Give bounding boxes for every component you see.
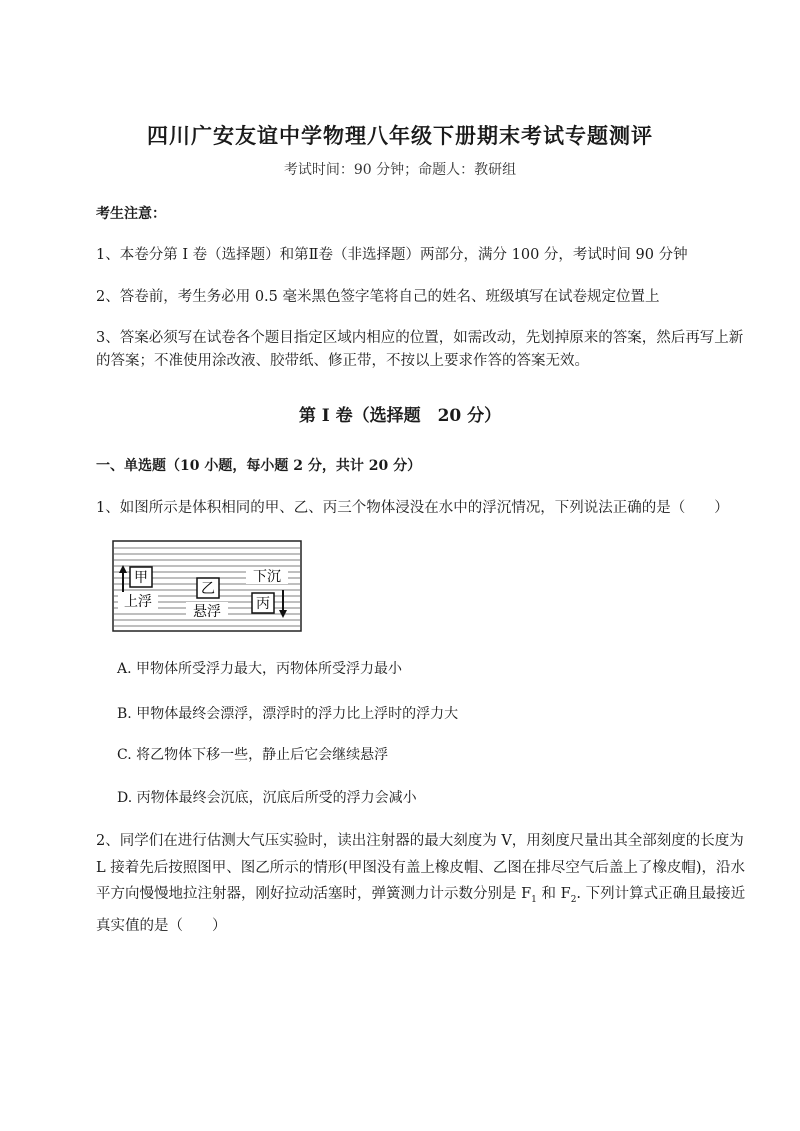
notice-item-3: 3、答案必须写在试卷各个题目指定区域内相应的位置，如需改动，先划掉原来的答案，然后再写上新的答案；不准使用涂改液、胶带纸、修正带，不按以上要求作答的答案无效。 [96,330,744,369]
page-title: 四川广安友谊中学物理八年级下册期末考试专题测评 [147,123,653,148]
label-down: 下沉 [253,569,281,585]
notice-item-1: 1、本卷分第 I 卷（选择题）和第Ⅱ卷（非选择题）两部分，满分 100 分，考试时间 90 分钟 [96,247,688,263]
box-jia-label: 甲 [134,570,148,586]
option-b[interactable]: B. 甲物体最终会漂浮，漂浮时的浮力比上浮时的浮力大 [117,706,459,722]
q2-text-part-1: 2、同学们在进行估测大气压实验时，读出注射器的最大刻度为 V，用刻度尺量出其全部刻度的长度为 L 接着先后按照图甲、图乙所示的情形(甲图没有盖上橡皮帽、乙图在排尽空气后盖上了橡皮帽)，沿水平方向慢慢地拉注射器，刚好拉动活塞时，弹簧测力计示数分别是 F [96,833,746,902]
q2-subscript-2: 2 [570,894,577,905]
exam-info: 考试时间：90 分钟；命题人：教研组 [283,162,517,178]
q2-subscript-1: 1 [531,894,537,905]
notice-heading: 考生注意： [96,206,166,222]
section-title: 一、单选题（10 小题，每小题 2 分，共计 20 分） [96,458,422,474]
option-a[interactable]: A. 甲物体所受浮力最大，丙物体所受浮力最小 [117,661,403,677]
question-1-stem: 1、如图所示是体积相同的甲、乙、丙三个物体浸没在水中的浮沉情况，下列说法正确的是（ ） [96,500,729,516]
label-suspend: 悬浮 [193,604,221,620]
box-yi-label: 乙 [201,581,215,597]
option-c[interactable]: C. 将乙物体下移一些，静止后它会继续悬浮 [117,747,389,763]
box-bing-label: 丙 [256,596,270,612]
buoyancy-figure [112,540,302,632]
label-up: 上浮 [124,594,152,610]
q2-text-part-3: . 下列计算式正确且最接近真实值的是（ ） [96,886,746,935]
question-2-stem [96,828,754,940]
part-1-title: 第 I 卷（选择题 20 分） [298,406,502,426]
q2-text-part-2: 和 F [536,886,571,902]
option-d[interactable]: D. 丙物体最终会沉底，沉底后所受的浮力会减小 [117,790,417,806]
notice-item-2: 2、答卷前，考生务必用 0.5 毫米黑色签字笔将自己的姓名、班级填写在试卷规定位置上 [96,289,660,305]
